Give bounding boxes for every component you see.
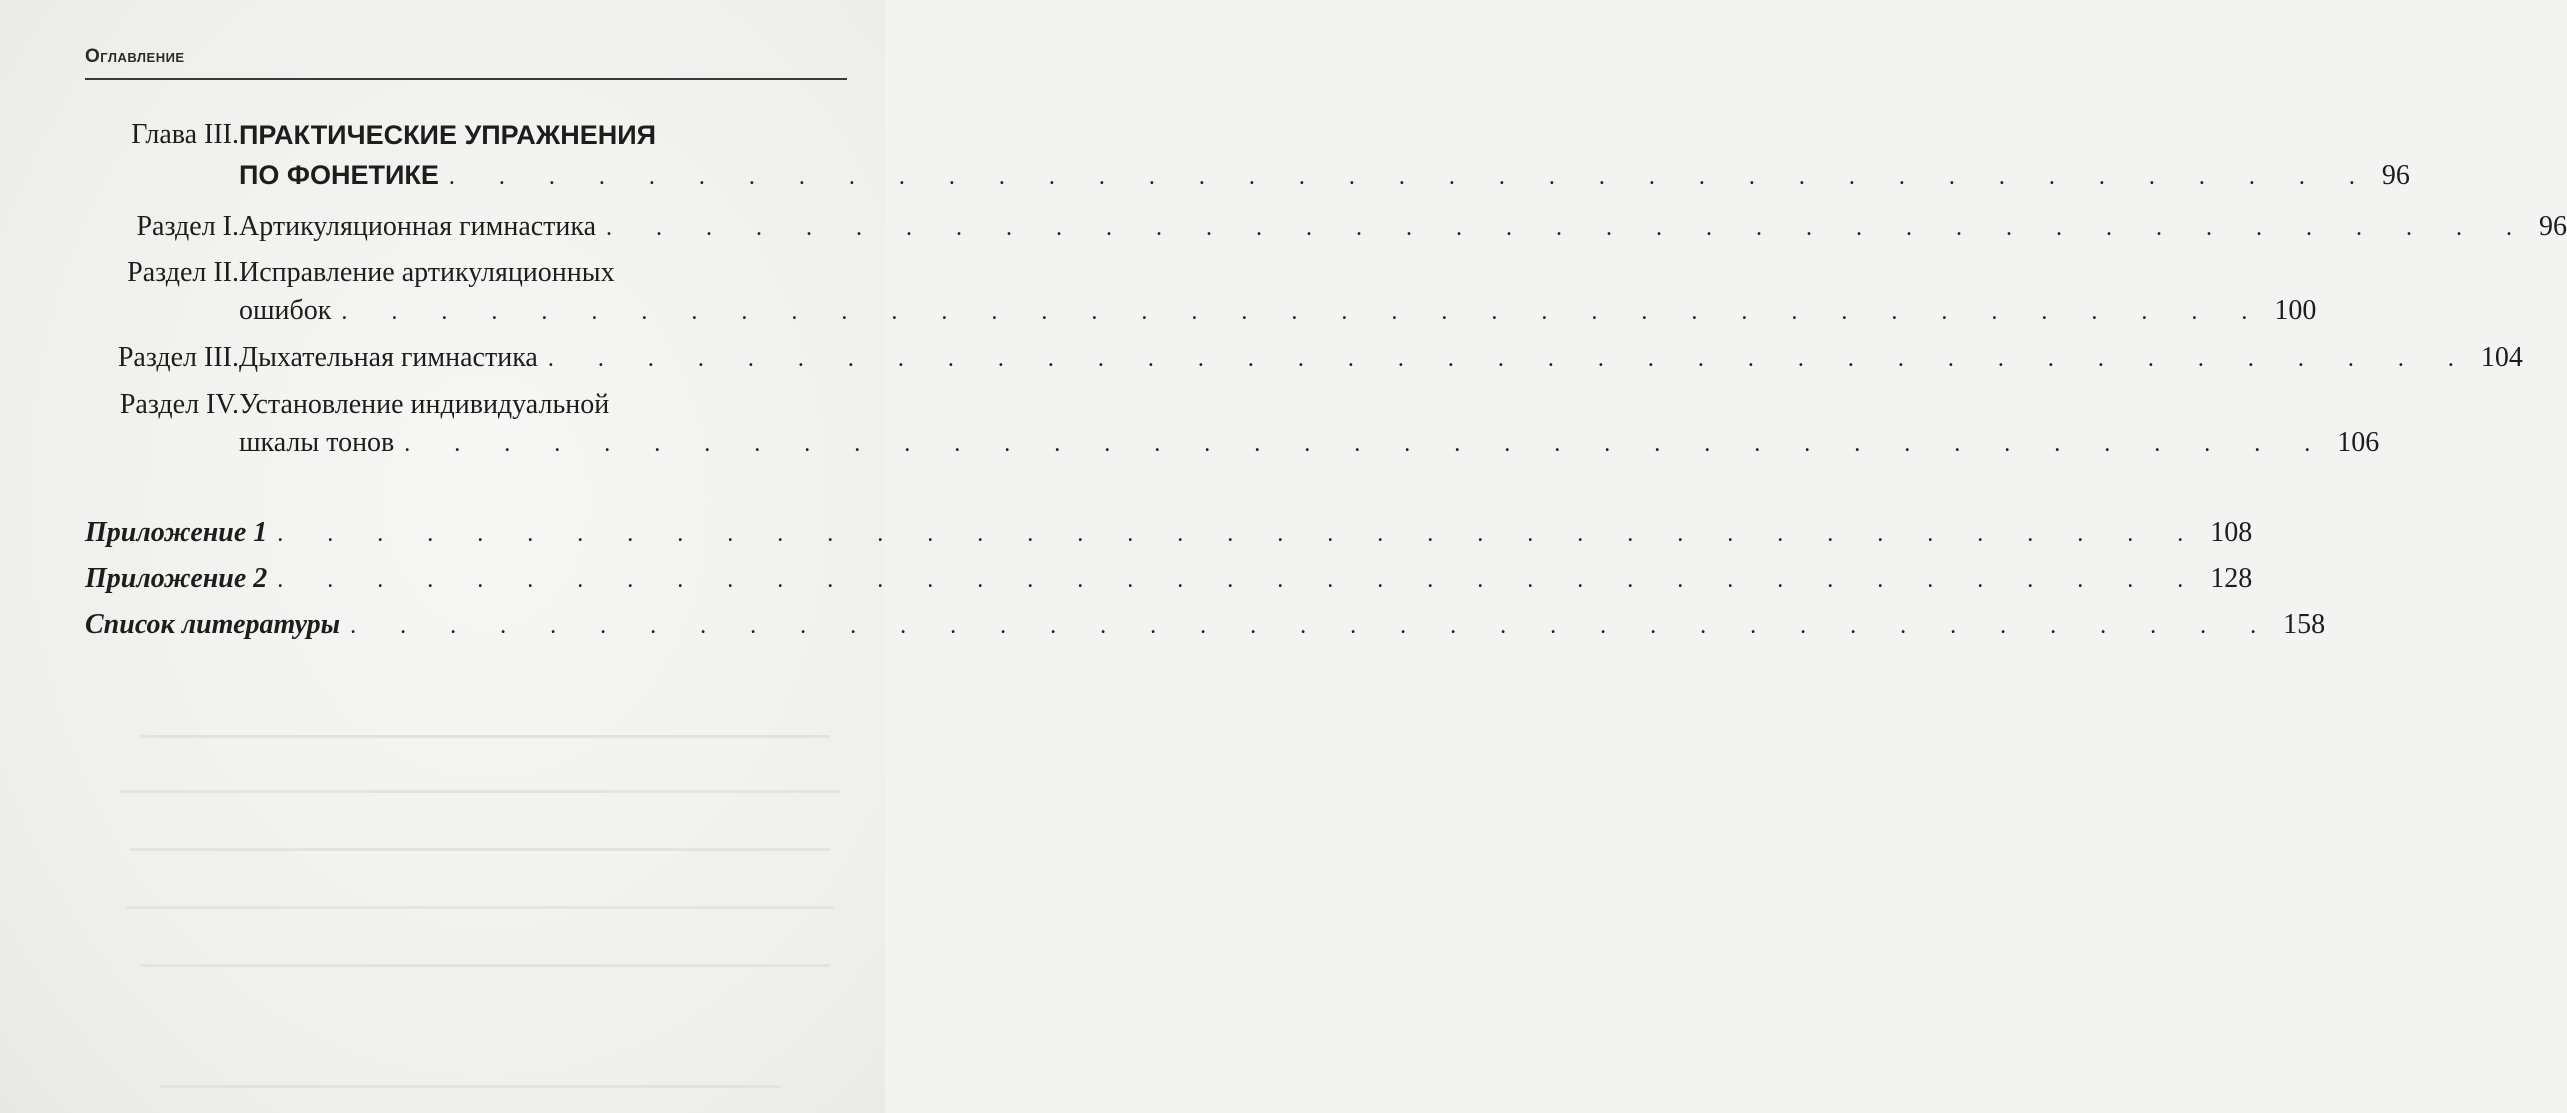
- appendix-title: Приложение 1: [85, 517, 268, 548]
- dot-leader: . . . . . . . . . . . . . . . . . . . . . . . . . . . . . . . . . . . . . . .: [341, 299, 2267, 325]
- dot-leader: . . . . . . . . . . . . . . . . . . . . . . . . . . . . . . . . . . . . . . .: [448, 164, 2374, 190]
- section-prefix: Раздел II.: [127, 257, 239, 288]
- bleed-through-line: [140, 964, 830, 967]
- dot-leader: . . . . . . . . . . . . . . . . . . . . . . . . . . . . . . . . . . . . . . .: [547, 346, 2473, 372]
- toc-section-entry: [85, 254, 2317, 334]
- section-page-number: 100: [2274, 295, 2317, 326]
- section-prefix: Раздел IV.: [119, 389, 239, 420]
- bibliography-title: Список литературы: [85, 609, 341, 640]
- toc-appendix-entry: [85, 560, 2253, 598]
- bleed-through-line: [125, 906, 835, 909]
- bleed-through-line: [160, 1085, 780, 1088]
- chapter-title-line1: ПРАКТИЧЕСКИЕ УПРАЖНЕНИЯ: [239, 120, 657, 150]
- section-page-number: 96: [2539, 211, 2567, 242]
- section-prefix: Раздел III.: [117, 342, 239, 373]
- section-title-line2: ошибок: [239, 295, 332, 326]
- dot-leader: . . . . . . . . . . . . . . . . . . . . . . . . . . . . . . . . . . . . . . .: [350, 613, 2276, 639]
- running-head: Оглавление: [85, 46, 185, 67]
- dot-leader: . . . . . . . . . . . . . . . . . . . . . . . . . . . . . . . . . . . . . . .: [277, 567, 2203, 593]
- section-title: Дыхательная гимнастика: [239, 342, 538, 373]
- chapter-title-line2: ПО ФОНЕТИКЕ: [239, 160, 439, 190]
- bleed-through-line: [140, 735, 830, 738]
- bibliography-page-number: 158: [2283, 609, 2326, 640]
- section-title: Артикуляционная гимнастика: [239, 211, 596, 242]
- bleed-through-line: [120, 790, 840, 793]
- toc-section-entry: [85, 339, 2523, 377]
- toc-appendix-entry: [85, 514, 2253, 552]
- section-page-number: 106: [2337, 427, 2380, 458]
- bleed-through-line: [130, 848, 830, 851]
- section-title-line2: шкалы тонов: [239, 427, 395, 458]
- header-rule: [85, 78, 847, 80]
- dot-leader: . . . . . . . . . . . . . . . . . . . . . . . . . . . . . . . . . . . . . . .: [404, 431, 2330, 457]
- appendix-page-number: 108: [2210, 517, 2253, 548]
- dot-leader: . . . . . . . . . . . . . . . . . . . . . . . . . . . . . . . . . . . . . . .: [606, 215, 2531, 241]
- toc-section-entry: [85, 208, 2567, 246]
- section-prefix: Раздел I.: [136, 211, 239, 242]
- section-title-line1: Установление индивидуальной: [239, 389, 610, 420]
- appendix-title: Приложение 2: [85, 563, 268, 594]
- toc-bibliography-entry: [85, 606, 2326, 644]
- toc-chapter-entry: [85, 116, 2410, 196]
- toc-section-entry: [85, 386, 2380, 466]
- chapter-prefix: Глава III.: [131, 119, 239, 150]
- section-title-line1: Исправление артикуляционных: [239, 257, 615, 288]
- chapter-page-number: 96: [2381, 160, 2410, 191]
- section-page-number: 104: [2480, 342, 2523, 373]
- dot-leader: . . . . . . . . . . . . . . . . . . . . . . . . . . . . . . . . . . . . . . .: [277, 521, 2203, 547]
- appendix-page-number: 128: [2210, 563, 2253, 594]
